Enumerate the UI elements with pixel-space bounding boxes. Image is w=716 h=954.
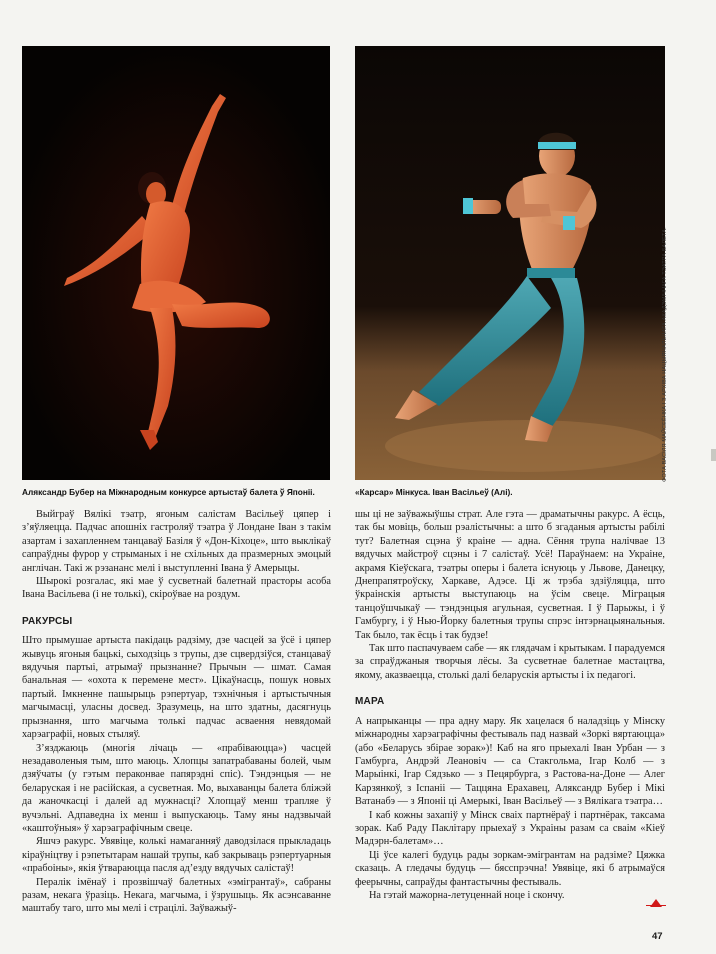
- article-column-left: [22, 508, 331, 916]
- section-heading-mara: МАРА: [355, 696, 385, 708]
- paragraph: Яшчэ ракурс. Увявіце, колькі намаганняў даводзілася прыкладаць кіраўніцтву і рэпетытарам нашай трупы, каб закрываць рэпертуарныя «прабоіны», якія ўтвараюцца пасля ад’езду вядучых салістаў!: [22, 836, 331, 875]
- section-heading-rakursy: РАКУРСЫ: [22, 615, 73, 627]
- paragraph: З’язджаюць (многія лічаць — «прабіваюцца») часцей незадаволеныя тым, што маюць. Хлопцы запатрабаваны болей, чым дзяўчаты (у гэтым пераконвае папярэдні спіс). Тэндэнцыя — не беларуская і не расійская, а сусветная. Мо, выхаванцы балета бліжэй да жаночкасці і далей ад мужнасці? Хлопцаў менш трапляе ў вучэльні. Адпаведна іх менш і выпускаюць. Таму яны надзвычай «каштоўныя» ў харэаграфічным свеце.: [22, 742, 331, 834]
- paragraph: Пералік імёнаў і прозвішчаў балетных «эмігрантаў», сабраны разам, некага ўразіць. Некага, магчыма, і ўзрушыць. Як асэнсаванне маштабу таго, што мы мелі і страцілі. Заўважыў-: [22, 876, 331, 915]
- paragraph: Што прымушае артыста пакідаць радзіму, дзе часцей за ўсё і цяпер жывуць ягоныя бацькі, сыходзіць з трупы, дзе сцвердзіўся, станцаваў вядучыя партыі, атрымаў прызнанне? Прычын — шмат. Самая банальная — «охота к перемене мест». Цікаўнасць, пошук новых партый. Імкненне пашырыць рэпертуар, тэхнічныя і артыстычныя магчымасці, уласны досвед. Зразумець, на што здатны, дасягнуць прызнання, што магчыма толькі падчас асваення невядомай харэаграфіі, новых стыляў.: [22, 635, 331, 741]
- paragraph: А напрыканцы — пра адну мару. Як хацелася б наладзіць у Мінску міжнародны харэаграфічны фестываль пад назвай «Зоркі вяртаюцца» (або «Беларусь збірае зорак»)! Каб на яго прыехалі Іван Урбан — з Гамбурга, Андрэй Леановіч — са Стакгольма, Ігар Колб — з Марыінкі, Ігар Сядзько — з Пецярбурга, з Растова-на-Доне — Алег Карзянкоў, з Іспаніі — Таццяна Ерахавец, Аляксандр Бубер і Мікі Ватанабэ — з Японіі ці Амерыкі, Іван Васільеў — з Вялікага тэатра…: [355, 715, 665, 808]
- caption-left: Аляксандр Бубер на Міжнародным конкурсе артыстаў балета ў Японіі.: [22, 487, 315, 497]
- paragraph: І каб кожны захапіў у Мінск сваіх партнёраў і партнёрак, таксама зорак. Каб Раду Паклітару прыехаў з Украіны разам са сваім «Кіеў Мадэрн-балетам»…: [355, 809, 665, 848]
- paragraph: На гэтай мажорна-летуценнай ноце і скончу.: [369, 889, 565, 901]
- page-number: 47: [652, 931, 663, 942]
- caption-right: «Карсар» Мінкуса. Іван Васільеў (Алі).: [355, 487, 513, 497]
- paragraph: Выйграў Вялікі тэатр, ягоным салістам Васільеў цяпер і з’яўляецца. Падчас апошніх гастроляў тэатра ў Лондане Іван з такім азартам і захапленнем танцаваў Базіля ў «Дон-Кіхоце», што выклікаў сапраўдны фурор у стрыманых і не схільных да празмерных эмоцый англічан. Такі ж рэзананс мелі і выступленні Івана ў Амерыцы.: [22, 509, 331, 574]
- photo-ivan-vasiliev-ali: [355, 46, 665, 480]
- paragraph: Так што паспачуваем сабе — як глядачам і крытыкам. І парадуемся за спраўджаныя творчыя лёсы. За сусветнае балетнае мастацтва, якому, аказваецца, столькі далі беларускія артысты і іх педагогі.: [355, 643, 665, 681]
- end-of-article-mark: [650, 899, 662, 907]
- paragraph: Шырокі розгалас, які мае ў сусветнай балетнай прасторы асоба Івана Васільева (і не толькі), скіроўвае на роздум.: [22, 576, 331, 601]
- paragraph: шы ці не заўважыўшы страт. Але гэта — драматычны ракурс. А ёсць, так бы мовіць, больш рэалістычны: а што б згаданыя артысты рабілі тут? Балетная сцэна ў краіне — адна. Сёння трупа налічвае 13 вядучых майстроў сцэны і 7 салістаў. Усё! Параўнаем: на Украіне, акрамя Кіеўскага, тэатры оперы і балета існуюць у Львове, Данецку, Днепрапятроўску, Харкаве, Адэсе. Ці ж трэба здзіўляцца, што ўкраінскія артысты выступаюць на ўсім свеце. Міграцыя танцоўшчыкаў — тэндэнцыя агульная, сусветная. І ў Парыжы, і ў Гамбургу, і ў Нью-Йорку балетныя трупы спрэс інтэрнацыянальныя. Так было, так ёсць і так будзе!: [355, 509, 665, 641]
- photo-aliaksandr-buber: [22, 46, 330, 480]
- article-column-right: [355, 508, 665, 902]
- photo-credit: ФОТА ВАСІЛЯ МАЙСЕЁНКА І З АРХІВА НАЦЫЯНАЛЬНАГА АКАДЭМІЧНАГА ТЭАТРА БАЛЕТА.: [662, 227, 668, 482]
- page-edge-tab: [711, 449, 716, 461]
- dancer-leaping-image: [22, 46, 330, 480]
- paragraph: Ці ўсе калегі будуць рады зоркам-эмігрантам на радзіме? Цяжка сказаць. А гледачы будуць — бясспрэчна! Увявіце, які б атрымаўся феерычны, сапраўды фантастычны фестываль.: [355, 849, 665, 888]
- dancer-corsair-image: [355, 46, 665, 480]
